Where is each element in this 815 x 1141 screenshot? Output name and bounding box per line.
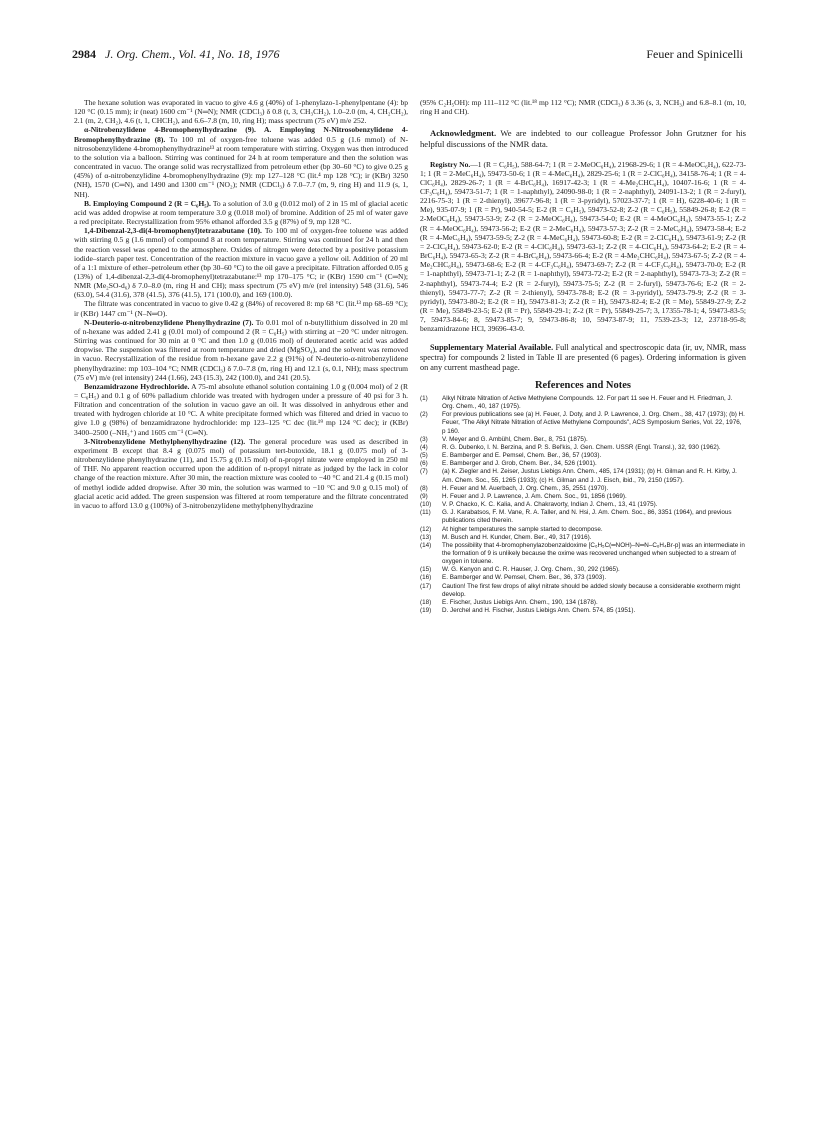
reference-item [420, 493, 746, 501]
paragraph-text: The general procedure was used as described in experiment B except that 8.4 g (0.075 mol) of potassium tert-butoxide, 18.1 g (0.075 mol) of 3-nitrobenzylidene phenylhydrazine (11), and 15.75 g (0.15 mol) of n-propyl nitrate were employed in 250 ml of THF. No apparent reaction occurred upon the addition of n-propyl nitrate as judged by the lack in color change of the reaction mixture. After 30 min, the reaction mixture was cooled to −40 °C and 21.4 g (0.15 mol) of methyl iodide added dropwise. After 30 min, the solution was warmed to −10 °C and 9.0 g 0.15 mol) of glacial acetic acid added. The green suspension was filtered at room temperature and the filtrate concentrated in vacuo to afford 13.0 g (100%) of 3-nitrobenzylidene methylphenylhydrazine [74, 436, 408, 510]
paragraph-text: The hexane solution was evaporated in vacuo to give 4.6 g (40%) of 1-phenylazo-1-phenylpentane (4): bp 120 °C (0.15 mm); ir (neat) 1600 cm⁻¹ (N═N); NMR (CDCl₃) δ 0.8 (t, 3, CH₃CH₂), 1.0–2.0 (m, 4, CH₂CH₂), 2.1 (m, 2, CH₂), 4.6 (t, 1, CHCH₂), and 6.6–7.8 (m, 10, ring H); mass spectrum (75 eV) m/e 252. [74, 98, 408, 126]
body-paragraph [74, 226, 408, 299]
reference-item [420, 583, 746, 599]
reference-text: D. Jerchel and H. Fischer, Justus Liebigs Ann. Chem. 574, 85 (1951). [442, 607, 636, 615]
reference-number: (16) [420, 574, 432, 582]
reference-text: V. Meyer and G. Ambühl, Chem. Ber., 8, 751 (1875). [442, 435, 588, 443]
reference-item [420, 526, 746, 534]
registry-title: Registry No. [430, 159, 471, 169]
reference-text: (a) K. Ziegler and H. Zeiser, Justus Liebigs Ann. Chem., 485, 174 (1931); (b) H. Gilman and R. H. Kirby, J. Am. Chem. Soc., 55, 1265 (1933); (c) H. Gilman and J. J. Eisch, ibid., 79, 2150 (1957). [442, 468, 737, 484]
reference-number: (15) [420, 566, 432, 574]
reference-number: (7) [420, 468, 428, 476]
reference-item [420, 444, 746, 452]
acknowledgment-text: We are indebted to our colleague Professor John Grutzner for his helpful discussions of the NMR data. [420, 128, 746, 149]
reference-text: For previous publications see (a) H. Feuer, J. Doty, and J. P. Lawrence, J. Org. Chem., 38, 417 (1973); (b) H. Feuer, "The Alkyl Nitrate Nitration of Active Methylene Compounds", ACS Symposium Series, Vol. 22, 1976, p 160. [442, 411, 745, 435]
reference-text: E. Fischer, Justus Liebigs Ann. Chem., 190, 134 (1878). [442, 598, 598, 606]
reference-item [420, 534, 746, 542]
body-paragraph [74, 199, 408, 226]
reference-item [420, 574, 746, 582]
reference-number: (2) [420, 411, 428, 419]
reference-number: (3) [420, 435, 428, 443]
reference-item [420, 566, 746, 574]
reference-text: H. Feuer and M. Auerbach, J. Org. Chem., 35, 2551 (1970). [442, 484, 609, 492]
paragraph-heading: B. Employing Compound 2 (R = C₆H₅). [84, 198, 211, 208]
paragraph-text: To a solution of 3.0 g (0.012 mol) of 2 in 15 ml of glacial acetic acid was added dropwise at room temperature 3.0 g (0.018 mol) of bromine. Addition of 25 ml of water gave a red precipitate. Recrystallization from 95% ethanol afforded 3.5 g (87%) of 9, mp 128 °C. [74, 198, 408, 227]
body-paragraph [74, 437, 408, 510]
reference-item [420, 452, 746, 460]
reference-text: E. Bamberger and W. Pemsel, Chem. Ber., 36, 373 (1903). [442, 574, 607, 582]
reference-item [420, 599, 746, 607]
paragraph-text: The filtrate was concentrated in vacuo to give 0.42 g (84%) of recovered 8: mp 68 °C (lit.¹³ mp 68–69 °C); ir (KBr) 1447 cm⁻¹ (N–N═O). [74, 299, 408, 318]
reference-text: H. Feuer and J. P. Lawrence, J. Am. Chem. Soc., 91, 1856 (1969). [442, 492, 627, 500]
reference-item [420, 395, 746, 411]
reference-number: (9) [420, 492, 428, 500]
continuation-paragraph: (95% C₂H₅OH): mp 111–112 °C (lit.¹⁸ mp 112 °C); NMR (CDCl₃) δ 3.36 (s, 3, NCH₃) and 6.8–8.1 (m, 10, ring H and CH). [420, 98, 746, 117]
registry-text: —1 (R = C₆H₅), 588-64-7; 1 (R = 2-MeOC₆H₄), 21968-29-6; 1 (R = 4-MeOC₆H₄), 622-73-1; 1 (R = 2-MeC₆H₄), 59473-50-6; 1 (R = 4-MeC₆H₄), 2829-25-6; 1 (R = 2-ClC₆H₄), 34158-76-4; 1 (R = 4-ClC₆H₄), 2829-26-7; 1 (R = 4-BrC₆H₄), 16917-42-3; 1 (R = 4-Me₂CHC₆H₄), 10407-16-6; 1 (R = 4-CF₃C₆H₄), 59473-51-7; 1 (R = 1-naphthyl), 24090-98-0; 1 (R = 2-naphthyl), 24091-13-2; 1 (R = 2-furyl), 2216-75-3; 1 (R = 2-thienyl), 39677-96-8; 1 (R = 3-pyridyl), 57023-37-7; 1 (R = H), 6228-40-6; 1 (R = Me), 935-07-9; 1 (R = Pr), 940-54-5; E-2 (R = C₆H₅), 59473-52-8; Z-2 (R = C₆H₅), 55849-26-8; E-2 (R = 2-MeOC₆H₄), 59473-53-9; Z-2 (R = 2-MeOC₆H₄), 59473-54-0; E-2 (R = 4-MeOC₆H₄), 59473-55-1; Z-2 (R = 4-MeOC₆H₄), 59473-56-2; E-2 (R = 2-MeC₆H₄), 59473-57-3; Z-2 (R = 2-MeC₆H₄), 59473-58-4; E-2 (R = 4-MeC₆H₄), 59473-59-5; Z-2 (R = 4-MeC₆H₄), 59473-60-8; E-2 (R = 2-ClC₆H₄), 59473-61-9; Z-2 (R = 2-ClC₆H₄), 59473-62-0; E-2 (R = 4-ClC₆H₄), 59473-63-1; Z-2 (R = 4-ClC₆H₄), 59473-64-2; E-2 (R = 4-BrC₆H₄), 59473-65-3; Z-2 (R = 4-BrC₆H₄), 59473-66-4; E-2 (R = 4-Me₂CHC₆H₄), 59473-67-5; Z-2 (R = 4-Me₂CHC₆H₄), 59473-68-6; E-2 (R = 4-CF₃C₆H₄), 59473-69-7; Z-2 (R = 4-CF₃C₆H₄), 59473-70-0; E-2 (R = 1-naphthyl), 59473-71-1; Z-2 (R = 1-naphthyl), 59473-72-2; E-2 (R = 2-naphthyl), 59473-73-3; Z-2 (R = 2-naphthyl), 59473-74-4; E-2 (R = 2-furyl), 59473-75-5; Z-2 (R = 2-furyl), 59473-76-6; E-2 (R = 2-thienyl), 59473-77-7; Z-2 (R = 2-thienyl), 59473-78-8; E-2 (R = 3-pyridyl), 59473-79-9; Z-2 (R = 3-pyridyl), 59473-80-2; E-2 (R = H), 59473-81-3; Z-2 (R = H), 59473-82-4; E-2 (R = Me), 55849-27-9; Z-2 (R = Me), 55849-23-5; E-2 (R = Pr), 55849-29-1; Z-2 (R = Pr), 55849-25-7; 3, 17355-78-1; 4, 59473-83-5; 7, 59473-84-6; 8, 59473-85-7; 9, 59473-86-8; 10, 59473-87-9; 11, 7539-23-3; 12, 23718-95-8; benzamidrazone HCl, 39696-43-0. [420, 159, 746, 334]
reference-number: (6) [420, 460, 428, 468]
reference-text: Caution! The first few drops of alkyl nitrate should be added slowly because a considerable exotherm might develop. [442, 582, 741, 598]
paragraph-text: To 0.01 mol of n-butyllithium dissolved in 20 ml of n-hexane was added 2.41 g (0.01 mol) of compound 2 (R = C₆H₅) with stirring at −20 °C under nitrogen. Stirring was continued for 30 min at 0 °C and then 1.0 g (0.016 mol) of deuterated acetic acid was added dropwise. The suspension was filtered at room temperature and dried (MgSO₄), and the solvent was removed in vacuo. Recrystallization of the residue from n-hexane gave 2.2 g (91%) of N-deuterio-α-nitrobenzylidene phenylhydrazine: mp 103–104 °C; NMR (CDCl₃) δ 7.0–7.8 (m, ring H) and 12.1 (s, 0.1, NH); mass spectrum (75 eV) m/e (rel intensity) 244 (1.66), 243 (15.3), 242 (100.0), and 241 (20.5). [74, 317, 408, 382]
reference-number: (5) [420, 452, 428, 460]
paragraph-text: To 100 ml of oxygen-free toluene was added 0.5 g (1.6 mmol) of N-nitrosobenzylidene 4-bromophenylhydrazine¹³ at room temperature with stirring. Oxygen was then introduced to the solution via a balloon. Stirring was continued for 24 h at room temperature and then the solution was concentrated in vacuo. The orange solid was recrystallized from petroleum ether (bp 30–60 °C) to give 0.25 g (45%) of α-nitrobenzylidine 4-bromophenylhydrazine (9): mp 127–128 °C (lit.⁴ mp 128 °C); ir (KBr) 3250 (NH), 1570 (C═N), and 1490 and 1300 cm⁻¹ (NO₂); NMR (CDCl₃) δ 7.0–7.7 (m, 9, ring H) and 11.9 (s, 1, NH). [74, 134, 408, 199]
reference-item [420, 485, 746, 493]
body-paragraph [74, 382, 408, 437]
reference-text: E. Bamberger and J. Grob, Chem. Ber., 34, 526 (1901). [442, 460, 597, 468]
left-column [74, 98, 408, 510]
paragraph-text: A 75-ml absolute ethanol solution containing 1.0 g (0.004 mol) of 2 (R = C₆H₅) and 0.1 g of 60% palladium chloride was treated with hydrogen under a pressure of 40 psi for 3 h. Filtration and concentration of the solution in vacuo gave an oil. It was dissolved in anhydrous ether and treated with hydrogen chloride at 10 °C. A white precipitate formed which was filtered and dried in vacuo to give 1.0 g (98%) of benzamidrazone hydrochloride: mp 123–125 °C dec (lit.¹⁹ mp 124 °C dec); ir (KBr) 3400–2500 (–NH₃⁺) and 1605 cm⁻¹ (C═N). [74, 381, 408, 437]
reference-number: (8) [420, 484, 428, 492]
paragraph-heading: 1,4-Dibenzal-2,3-di(4-bromophenyl)tetrazabutane (10). [84, 226, 262, 236]
reference-text: R. G. Dubenko, I. N. Berzina, and P. S. Bel'kis, J. Gen. Chem. USSR (Engl. Transl.), 32, 930 (1962). [442, 443, 721, 451]
reference-number: (4) [420, 443, 428, 451]
body-paragraph [74, 299, 408, 317]
reference-number: (19) [420, 607, 432, 615]
reference-text: At higher temperatures the sample started to decompose. [442, 525, 603, 533]
reference-item [420, 509, 746, 525]
reference-text: G. J. Karabatsos, F. M. Vane, R. A. Taller, and N. Hsi, J. Am. Chem. Soc., 86, 3351 (1964), and previous publications cited therein. [442, 509, 732, 525]
reference-item [420, 460, 746, 468]
reference-number: (17) [420, 582, 432, 590]
right-column [420, 98, 746, 615]
body-paragraph [74, 98, 408, 125]
reference-text: W. G. Kenyon and C. R. Hauser, J. Org. Chem., 30, 292 (1965). [442, 566, 620, 574]
reference-number: (12) [420, 525, 432, 533]
reference-item [420, 468, 746, 484]
reference-number: (11) [420, 509, 431, 517]
reference-item [420, 501, 746, 509]
reference-text: V. P. Chacko, K. C. Kalia, and A. Chakravorty, Indian J. Chem., 13, 41 (1975). [442, 501, 658, 509]
reference-number: (1) [420, 395, 428, 403]
paragraph-heading: N-Deuterio-α-nitrobenzylidene Phenylhydrazine (7). [84, 317, 254, 327]
reference-text: Alkyl Nitrate Nitration of Active Methylene Compounds. 12. For part 11 see H. Feuer and H. Friedman, J. Org. Chem., 40, 187 (1975). [442, 395, 733, 411]
reference-item [420, 436, 746, 444]
supplementary-title: Supplementary Material Available. [430, 343, 554, 353]
reference-number: (13) [420, 533, 432, 541]
page-number: 2984 [72, 47, 96, 61]
reference-number: (14) [420, 541, 432, 549]
references-list [420, 395, 746, 615]
acknowledgment [420, 128, 746, 149]
reference-item [420, 542, 746, 566]
reference-item [420, 607, 746, 615]
body-paragraph [74, 318, 408, 382]
reference-number: (10) [420, 501, 432, 509]
supplementary-material [420, 343, 746, 372]
page-header [72, 47, 743, 63]
reference-text: M. Busch and H. Kunder, Chem. Ber., 49, 317 (1916). [442, 533, 592, 541]
acknowledgment-title: Acknowledgment. [430, 128, 497, 139]
header-left [72, 47, 280, 62]
reference-item [420, 411, 746, 435]
reference-number: (18) [420, 598, 432, 606]
body-paragraph [74, 125, 408, 198]
paragraph-heading: α-Nitrobenzylidene 4-Bromophenylhydrazine (9). A. Employing N-Nitrosobenzylidene 4-Bromophenylhydrazine (8). [74, 125, 408, 144]
supplementary-text: Full analytical and spectroscopic data (ir, uv, NMR, mass spectra) for compounds 2 listed in Table II are presented (6 pages). Ordering information is given on any current masthead page. [420, 343, 746, 373]
journal-citation: J. Org. Chem., Vol. 41, No. 18, 1976 [105, 47, 280, 61]
registry-numbers [420, 160, 746, 334]
paragraph-heading: 3-Nitrobenzylidene Methylphenylhydrazine (12). [84, 436, 246, 446]
reference-text: E. Bamberger and E. Pemsel, Chem. Ber., 36, 57 (1903). [442, 452, 602, 460]
paragraph-text: To 100 ml of oxygen-free toluene was added with stirring 0.5 g (1.6 mmol) of compound 8 at room temperature. Stirring was continued for 24 h and then the reaction vessel was opened to the atmosphere. Oxides of nitrogen were detected by a positive potassium iodide–starch paper test. Concentration of the reaction mixture in vacuo gave a yellow oil. Addition of 20 ml of a 1:1 mixture of ether–petroleum ether (bp 30–60 °C) to the oil gave a precipitate. Filtration afforded 0.05 g (13%) of 1,4-dibenzal-2,3-di(4-bromophenyl)tetrazabutane:¹³ mp 170–175 °C; ir (KBr) 1590 cm⁻¹ (C═N); NMR (Me₂SO-d₆) δ 7.0–8.0 (m, ring H and CH); mass spectrum (75 eV) m/e (rel intensity) 548 (31.6), 546 (63.0), 54.4 (31.6), 378 (41.5), 376 (41.5), 171 (100.0), and 169 (100.0). [74, 226, 408, 300]
paragraph-heading: Benzamidrazone Hydrochloride. [84, 381, 190, 391]
reference-text: The possibility that 4-bromophenylazobenzaldoxime [C₆H₅C(═NOH)–N═N–C₆H₄Br-p] was an intermediate in the formation of 9 is unlikely because the oxime was recovered unchanged when subjected to a stream of oxygen in toluene. [442, 541, 745, 566]
running-authors: Feuer and Spinicelli [646, 47, 743, 61]
references-heading: References and Notes [534, 379, 632, 391]
